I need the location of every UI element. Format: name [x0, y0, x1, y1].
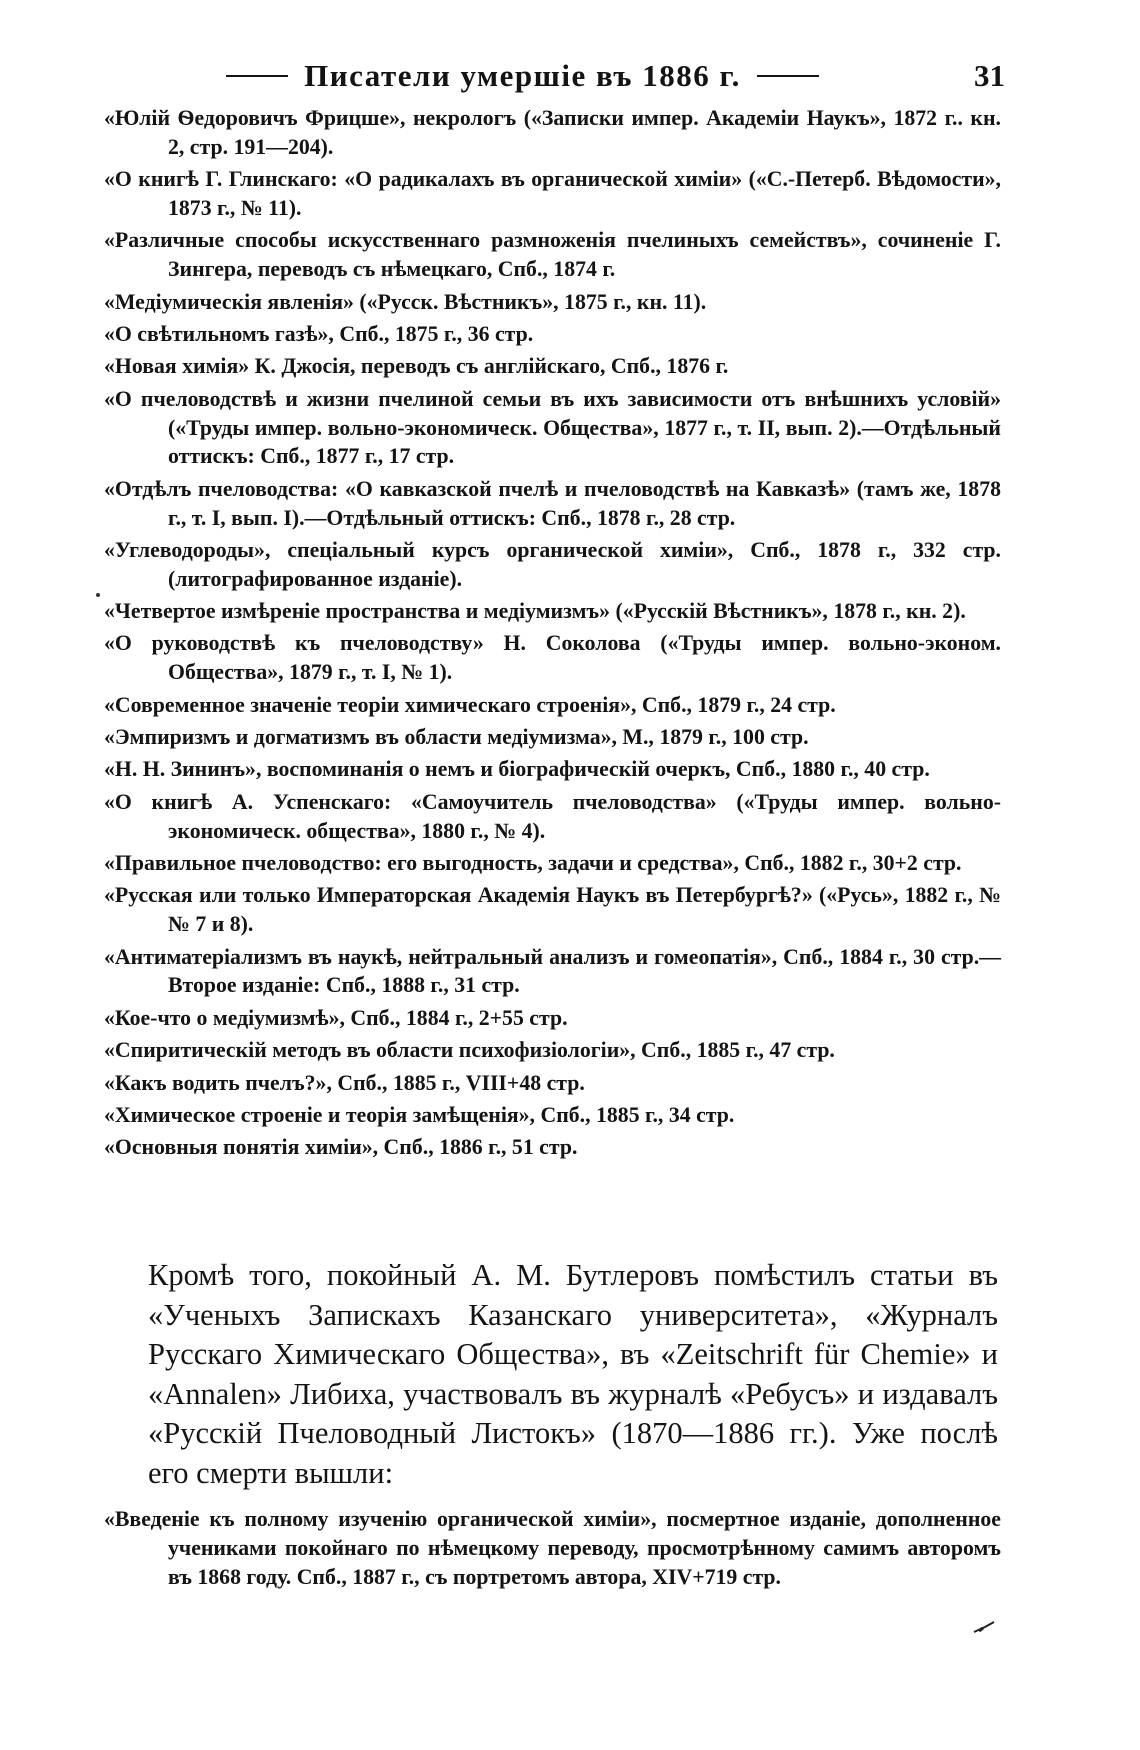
bibliography-entry: «Углеводороды», спеціальный курсъ органической химіи», Спб., 1878 г., 332 стр. (литографированное изданіе).	[104, 537, 1001, 591]
bibliography-entry: «Отдѣлъ пчеловодства: «О кавказской пчелѣ и пчеловодствѣ на Кавказѣ» (тамъ же, 1878 г., т. I, вып. I).—Отдѣльный оттискъ: Спб., 1878 г., 28 стр.	[104, 476, 1001, 530]
bibliography-entry: «Различные способы искусственнаго размноженія пчелиныхъ семействъ», сочиненіе Г. Зингера, переводъ съ нѣмецкаго, Спб., 1874 г.	[104, 228, 1001, 282]
bibliography-entry: «Спиритическій методъ въ области психофизіологіи», Спб., 1885 г., 47 стр.	[104, 1038, 835, 1063]
left-rule	[226, 75, 288, 77]
running-title-text: Писатели умершіе въ 1886 г.	[304, 58, 741, 93]
bibliography-entry: «Правильное пчеловодство: его выгодность, задачи и средства», Спб., 1882 г., 30+2 стр.	[104, 851, 962, 876]
running-title	[100, 58, 945, 94]
bibliography-entry: «Медіумическія явленія» («Русск. Вѣстникъ», 1875 г., кн. 11).	[104, 289, 707, 314]
bibliography-entry: «Н. Н. Зининъ», воспоминанія о немъ и біографическій очеркъ, Спб., 1880 г., 40 стр.	[104, 757, 930, 782]
body-paragraph	[148, 1256, 998, 1493]
page-number: 31	[974, 58, 1005, 93]
bibliography-entry: «Четвертое измѣреніе пространства и медіумизмъ» («Русскій Вѣстникъ», 1878 г., кн. 2).	[104, 599, 966, 624]
print-speck	[96, 593, 100, 597]
bibliography-entry: «О пчеловодствѣ и жизни пчелиной семьи въ ихъ зависимости отъ внѣшнихъ условій» («Труды импер. вольно-экономическ. Общества», 1877 г., т. II, вып. 2).—Отдѣльный оттискъ: Спб., 1877 г., 17 стр.	[104, 386, 1001, 469]
bibliography-entry: «Кое-что о медіумизмѣ», Спб., 1884 г., 2+55 стр.	[104, 1005, 568, 1030]
bibliography-entry: «Эмпиризмъ и догматизмъ въ области медіумизма», М., 1879 г., 100 стр.	[104, 725, 809, 750]
bibliography-entry: «О книгѣ А. Успенскаго: «Самоучитель пчеловодства» («Труды импер. вольно-экономическ. общества», 1880 г., № 4).	[104, 789, 1001, 843]
bibliography-list	[104, 104, 1001, 1166]
bibliography-entry: «О книгѣ Г. Глинскаго: «О радикалахъ въ органической химіи» («С.-Петерб. Вѣдомости», 1873 г., № 11).	[104, 167, 1001, 220]
bibliography-entry: «Основныя понятія химіи», Спб., 1886 г., 51 стр.	[104, 1135, 578, 1160]
bibliography-entry: «Русская или только Императорская Академія Наукъ въ Петербургѣ?» («Русь», 1882 г., №№ 7 и 8).	[104, 883, 1001, 937]
paragraph-text: Кромѣ того, покойный А. М. Бутлеровъ помѣстилъ статьи въ «Ученыхъ Запискахъ Казанскаго университета», «Журналъ Русскаго Химическаго Общества», въ «Zeitschrift für Chemie» и «Annalen» Либиха, участвовалъ въ журналѣ «Ребусъ» и издавалъ «Русскій Пчеловодный Листокъ» (1870—1886 гг.). Уже послѣ его смерти вышли:	[148, 1258, 998, 1490]
posthumous-list	[104, 1505, 1001, 1596]
bibliography-entry: «О свѣтильномъ газѣ», Спб., 1875 г., 36 стр.	[104, 321, 534, 346]
bibliography-entry: «Какъ водить пчелъ?», Спб., 1885 г., VIII+48 стр.	[104, 1070, 585, 1095]
bibliography-entry: «Введеніе къ полному изученію органической химіи», посмертное изданіе, дополненное учениками покойнаго по нѣмецкому переводу, просмотрѣнному самимъ авторомъ въ 1868 году. Спб., 1887 г., съ портретомъ автора, XIV+719 стр.	[104, 1507, 1001, 1589]
bibliography-entry: «Антиматеріализмъ въ наукѣ, нейтральный анализъ и гомеопатія», Спб., 1884 г., 30 стр.—Второе изданіе: Спб., 1888 г., 31 стр.	[104, 944, 1001, 998]
bibliography-entry: «Химическое строеніе и теорія замѣщенія», Спб., 1885 г., 34 стр.	[104, 1102, 735, 1127]
bibliography-entry: «О руководствѣ къ пчеловодству» Н. Соколова («Труды импер. вольно-эконом. Общества», 1879 г., т. I, № 1).	[104, 631, 1001, 685]
bibliography-entry: «Юлій Ѳедоровичъ Фрицше», некрологъ («Записки импер. Академіи Наукъ», 1872 г.. кн. 2, стр. 191—204).	[104, 106, 1001, 159]
right-rule	[757, 75, 819, 77]
pen-mark-icon	[973, 1621, 995, 1633]
page-header	[100, 48, 1005, 104]
bibliography-entry: «Современное значеніе теоріи химическаго строенія», Спб., 1879 г., 24 стр.	[104, 692, 836, 717]
bibliography-entry: «Новая химія» К. Джосія, переводъ съ англійскаго, Спб., 1876 г.	[104, 354, 729, 379]
